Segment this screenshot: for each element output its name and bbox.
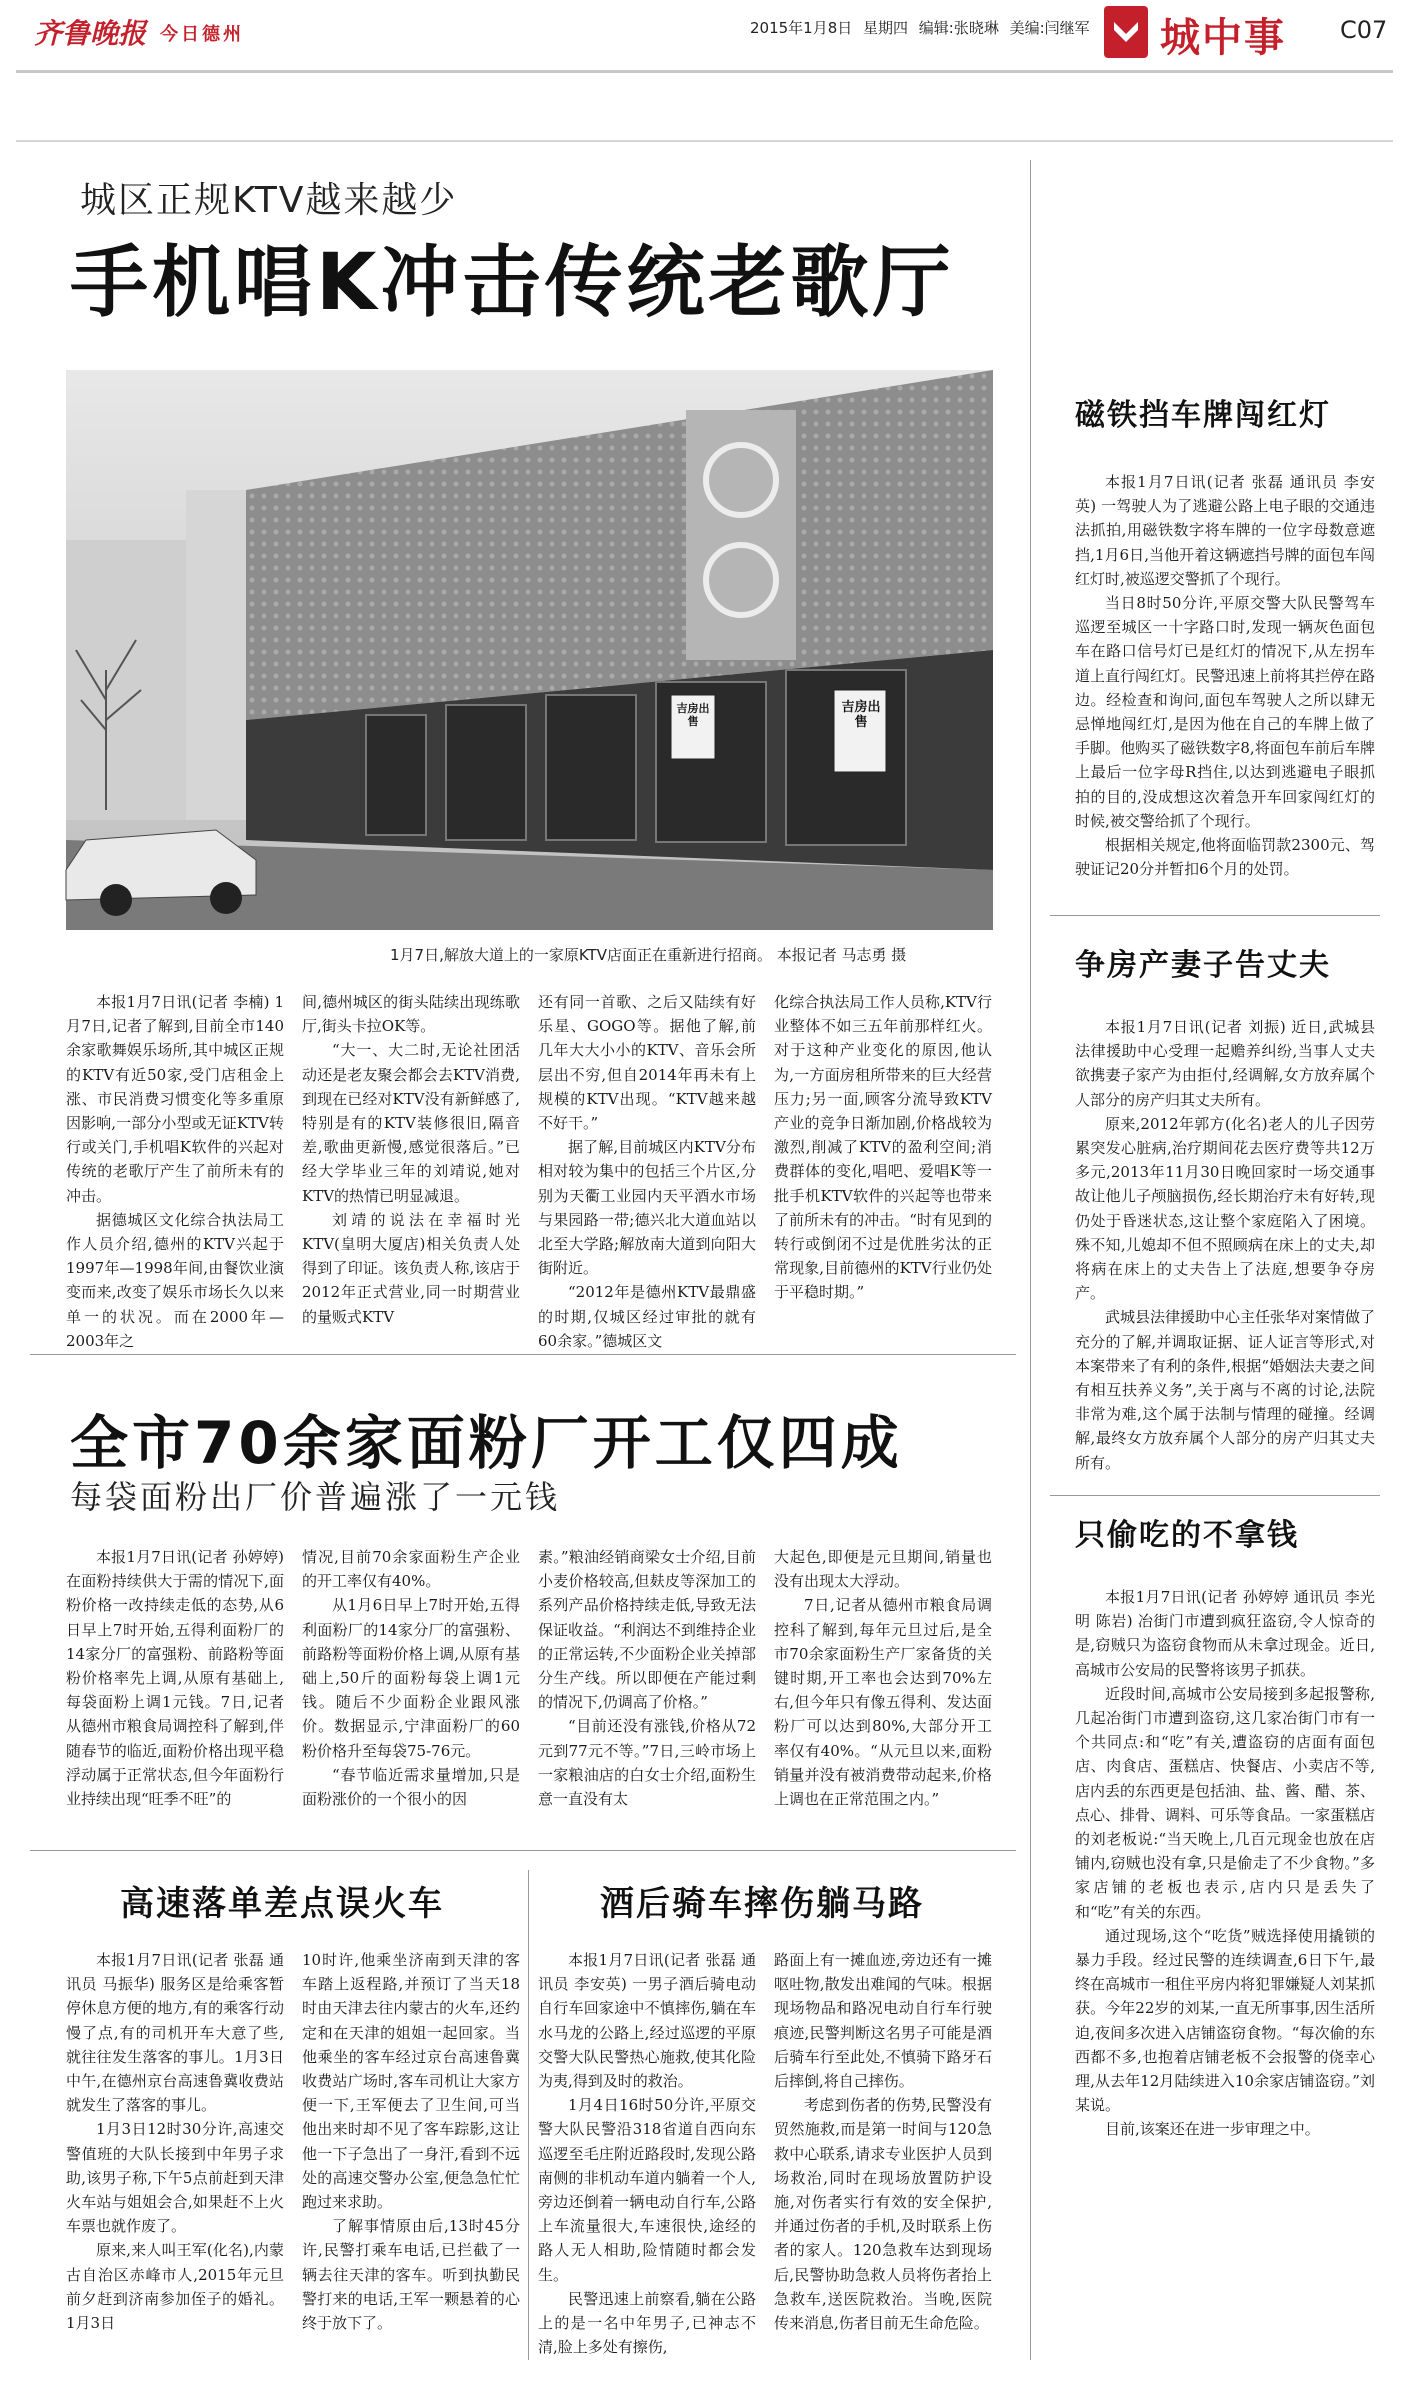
photo-sign-2: 吉房出售 [841, 700, 881, 730]
paragraph: 了解事情原由后,13时45分许,民警打乘车电话,已拦截了一辆去往天津的客车。听到执勤民警打来的电话,王军一颗悬着的心终于放下了。 [302, 2217, 520, 2333]
paragraph: 本报1月7日讯(记者 张磊 通讯员 马振华) 服务区是给乘客暂停休息方便的地方,有的乘客行动慢了点,有的司机开车大意了些,就往往发生落客的事儿。1月3日中午,在德州京台高速鲁冀收费站就发生了落客的事儿。 [66, 1951, 284, 2115]
train-column-1 [66, 1948, 284, 2368]
paragraph: “目前还没有涨钱,价格从72元到77元不等。”7日,三岭市场上一家粮油店的白女士介绍,面粉生意一直没有太 [538, 1717, 756, 1809]
section-rule [30, 1354, 1016, 1355]
paragraph: 据了解,目前城区内KTV分布相对较为集中的包括三个片区,分别为天衢工业园内天平酒水市场与果园路一带;德兴北大道血站以北至大学路;解放南大道到向阳大街附近。 [538, 1138, 756, 1278]
sidebar-rule [1050, 915, 1380, 916]
paragraph: 考虑到伤者的伤势,民警没有贸然施救,而是第一时间与120急救中心联系,请求专业医护人员到场救治,同时在现场放置防护设施,对伤者实行有效的安全保护,并通过伤者的手机,及时联系上伤者的家人。120急救车达到现场后,民警协助急救人员将伤者抬上急救车,送医院救治。当晚,医院传来消息,伤者目前无生命危险。 [774, 2096, 992, 2333]
theft-body [1075, 1585, 1375, 2375]
flour-column-1 [66, 1545, 284, 1835]
page-number: C07 [1340, 16, 1388, 44]
lead-column-1 [66, 990, 284, 1350]
lead-photo [66, 370, 993, 930]
paragraph: 近段时间,高城市公安局接到多起报警称,几起冶街门市遭到盗窃,这几家冶街门市有一个共同点:和“吃”有关,遭盗窃的店面有面包店、肉食店、蛋糕店、快餐店、小卖店不等,店内丢的东西更是包括油、盐、酱、醋、茶、点心、排骨、调料、可乐等食品。一家蛋糕店的刘老板说:“当天晚上,几百元现金也放在店铺内,窃贼也没有拿,只是偷走了不少食物。”多家店铺的老板也表示,店内只是丢失了和“吃”有关的东西。 [1075, 1684, 1376, 1921]
column-title: 城中事 [1160, 15, 1286, 61]
column-divider [528, 1870, 529, 2360]
paragraph: 还有同一首歌、之后又陆续有好乐星、GOGO等。据他了解,前几年大大小小的KTV、音乐会所层出不穷,但自2014年再未有上规模的KTV出现。“KTV越来越不好干。” [538, 993, 756, 1133]
paragraph: 刘靖的说法在幸福时光KTV(皇明大厦店)相关负责人处得到了印证。该负责人称,该店于2012年正式营业,同一时期营业的量贩式KTV [302, 1210, 520, 1326]
paragraph: 通过现场,这个“吃货”贼选择使用撬锁的暴力手段。经过民警的连续调查,6日下午,最终在高城市一租住平房内将犯罪嫌疑人刘某抓获。今年22岁的刘某,一直无所事事,因生活所迫,夜间多次进入店铺盗窃食物。“每次偷的东西都不多,也抱着店铺老板不会报警的侥幸心理,从去年12月陆续进入10余家店铺盗窃。”刘某说。 [1075, 1926, 1376, 2115]
drunk-column-2 [774, 1948, 992, 2368]
paragraph: 本报1月7日讯(记者 刘振) 近日,武城县法律援助中心受理一起赡养纠纷,当事人丈夫欲携妻子家产为由拒付,经调解,女方放弃属个人部分的房产归其丈夫所有。 [1075, 1018, 1375, 1109]
property-body [1075, 1015, 1375, 1485]
paragraph: 化综合执法局工作人员称,KTV行业整体不如三五年前那样红火。对于这种产业变化的原因,他认为,一方面房租所带来的巨大经营压力;另一面,顾客分流导致KTV产业的竞争日渐加剧,价格战较为激烈,削减了KTV的盈利空间;消费群体的变化,唱吧、爱唱K等一批手机KTV软件的兴起等也带来了前所未有的冲击。“时有见到的转行或倒闭不过是优胜劣汰的正常现象,目前德州的KTV行业仍处于平稳时期。” [774, 993, 992, 1302]
paragraph: 从1月6日早上7时开始,五得利面粉厂的14家分厂的富强粉、前路粉等面粉价格上调,从原有基础上,50斤的面粉每袋上调1元钱。随后不少面粉企业跟风涨价。数据显示,宁津面粉厂的60粉价格升至每袋75-76元。 [302, 1596, 520, 1760]
paragraph: 本报1月7日讯(记者 李楠) 1月7日,记者了解到,目前全市140余家歌舞娱乐场所,其中城区正规的KTV有近50家,受门店租金上涨、市民消费习惯变化等多重原因影响,一部分小型或无证KTV转行或关门,手机唱K软件的兴起对传统的老歌厅产生了前所未有的冲击。 [66, 993, 284, 1205]
flour-column-2 [302, 1545, 520, 1835]
paragraph: 7日,记者从德州市粮食局调控科了解到,每年元旦过后,是全市70余家面粉生产厂家备货的关键时期,开工率也会达到70%左右,但今年只有像五得利、发达面粉厂可以达到80%,大部分开工率仅有40%。“从元旦以来,面粉销量并没有被消费带动起来,价格上调也在正常范围之内。” [774, 1596, 992, 1809]
paragraph: 间,德州城区的街头陆续出现练歌厅,街头卡拉OK等。 [302, 993, 520, 1036]
train-title: 高速落单差点误火车 [120, 1884, 444, 1924]
paragraph: 原来,来人叫王军(化名),内蒙古自治区赤峰市人,2015年元旦前夕赶到济南参加侄子的婚礼。1月3日 [66, 2241, 284, 2333]
lead-column-4 [774, 990, 992, 1325]
lead-column-2 [302, 990, 520, 1325]
flour-column-4 [774, 1545, 992, 1835]
drunk-title: 酒后骑车摔伤躺马路 [600, 1884, 924, 1924]
paragraph: 路面上有一摊血迹,旁边还有一摊呕吐物,散发出难闻的气味。根据现场物品和路况电动自行车行驶痕迹,民警判断这名男子可能是酒后骑车行至此处,不慎骑下路牙石后摔倒,将自己摔伤。 [774, 1951, 992, 2091]
paragraph: 原来,2012年郭方(化名)老人的儿子因劳累突发心脏病,治疗期间花去医疗费等共12万多元,2013年11月30日晚回家时一场交通事故让他儿子颅脑损伤,经长期治疗未有好转,现仍处于昏迷状态,这让整个家庭陷入了困境。殊不知,儿媳却不但不照顾病在床上的丈夫,却将病在床上的丈夫告上了法庭,想要争夺房产。 [1075, 1114, 1375, 1303]
drunk-column-1 [538, 1948, 756, 2368]
street-photo-illustration [66, 370, 993, 930]
train-column-2 [302, 1948, 520, 2368]
paragraph: 10时许,他乘坐济南到天津的客车踏上返程路,并预订了当天18时由天津去往内蒙古的火车,还约定和在天津的姐姐一起回家。当他乘坐的客车经过京台高速鲁冀收费站广场时,客车司机让大家方便一下,王军便去了卫生间,可当他出来时却不见了客车踪影,这让他一下子急出了一身汗,看到不远处的高速交警办公室,便急急忙忙跑过来求助。 [302, 1951, 520, 2212]
paragraph: “春节临近需求量增加,只是面粉涨价的一个很小的因 [302, 1765, 520, 1809]
paragraph: 本报1月7日讯(记者 张磊 通讯员 李安英) 一驾驶人为了逃避公路上电子眼的交通违法抓拍,用磁铁数字将车牌的一位字母数意遮挡,1月6日,当他开着这辆遮挡号牌的面包车闯红灯时,被巡逻交警抓了个现行。 [1075, 473, 1375, 588]
paragraph: 本报1月7日讯(记者 张磊 通讯员 李安英) 一男子酒后骑电动自行车回家途中不慎摔伤,躺在车水马龙的公路上,经过巡逻的平原交警大队民警热心施救,使其化险为夷,得到及时的救治。 [538, 1951, 756, 2091]
lead-column-3 [538, 990, 756, 1350]
paragraph: 目前,该案还在进一步审理之中。 [1105, 2120, 1320, 2139]
newspaper-logo: 齐鲁晚报 [34, 17, 147, 50]
paragraph: 民警迅速上前察看,躺在公路上的是一名中年男子,已神志不清,脸上多处有擦伤, [538, 2289, 756, 2357]
paragraph: 情况,目前70余家面粉生产企业的开工率仅有40%。 [302, 1548, 520, 1591]
paragraph: “大一、大二时,无论社团活动还是老友聚会都会去KTV消费,到现在已经对KTV没有新鲜感了,特别是有的KTV装修很旧,隔音差,歌曲更新慢,感觉很落后。”已经大学毕业三年的刘靖说,她对KTV的热情已明显减退。 [302, 1041, 520, 1205]
paragraph: 大起色,即便是元旦期间,销量也没有出现太大浮动。 [774, 1548, 992, 1591]
paragraph: “2012年是德州KTV最鼎盛的时期,仅城区经过审批的就有60余家。”德城区文 [538, 1283, 756, 1350]
sidebar-divider [1030, 160, 1031, 2360]
column-badge-icon [1104, 6, 1148, 58]
property-title: 争房产妻子告丈夫 [1075, 948, 1331, 983]
lead-subtitle: 城区正规KTV越来越少 [80, 180, 458, 221]
paragraph: 当日8时50分许,平原交警大队民警驾车巡逻至城区一十字路口时,发现一辆灰色面包车在路口信号灯已是红灯的情况下,从左拐车道上直行闯红灯。民警迅速上前将其拦停在路边。经检查和询问,面包车驾驶人之所以肆无忌惮地闯红灯,是因为他在自己的车牌上做了手脚。他购买了磁铁数字8,将面包车前后车牌上最后一位字母R挡住,以达到逃避电子眼抓拍的目的,没成想这次着急开车回家闯红灯的时候,被交警给抓了个现行。 [1075, 594, 1376, 830]
flour-column-3 [538, 1545, 756, 1835]
paragraph: 根据相关规定,他将面临罚款2300元、驾驶证记20分并暂扣6个月的处罚。 [1075, 836, 1375, 879]
paragraph: 本报1月7日讯(记者 孙婷婷 通讯员 李光明 陈岩) 冶街门市遭到疯狂盗窃,令人惊奇的是,窃贼只为盗窃食物而从未拿过现金。近日,高城市公安局的民警将该男子抓获。 [1075, 1588, 1375, 1679]
magnet-body [1075, 470, 1375, 900]
arrow-badge-icon [1110, 16, 1142, 48]
flour-title: 全市70余家面粉厂开工仅四成 [70, 1409, 903, 1477]
section-name: 今日德州 [160, 24, 244, 45]
paragraph: 1月4日16时50分许,平原交警大队民警沿318省道自西向东巡逻至毛庄附近路段时,发现公路南侧的非机动车道内躺着一个人,旁边还倒着一辆电动自行车,公路上车流量很大,车速很快,途经的路人无人相助,险情随时都会发生。 [538, 2096, 756, 2284]
photo-sign-1: 吉房出售 [676, 702, 710, 728]
theft-title: 只偷吃的不拿钱 [1075, 1518, 1299, 1553]
flour-subtitle: 每袋面粉出厂价普遍涨了一元钱 [70, 1478, 561, 1516]
paragraph: 据德城区文化综合执法局工作人员介绍,德州的KTV兴起于1997年—1998年间,由餐饮业演变而来,改变了娱乐市场长久以来单一的状况。而在2000年—2003年之 [66, 1210, 284, 1350]
photo-caption: 1月7日,解放大道上的一家原KTV店面正在重新进行招商。 本报记者 马志勇 摄 [390, 946, 907, 964]
date-line: 2015年1月8日 星期四 编辑:张晓琳 美编:闫继军 [750, 19, 1090, 37]
paragraph: 本报1月7日讯(记者 孙婷婷) 在面粉持续供大于需的情况下,面粉价格一改持续走低的态势,从6日早上7时开始,五得利面粉厂的14家分厂的富强粉、前路粉等面粉价格率先上调,从原有基础上,每袋面粉上调1元钱。7日,记者从德州市粮食局调控科了解到,伴随春节的临近,面粉价格出现平稳浮动属于正常状态,但今年面粉行业持续出现“旺季不旺”的 [66, 1548, 284, 1809]
sidebar-rule [1050, 1495, 1380, 1496]
masthead-rule [16, 70, 1393, 73]
masthead-rule-2 [16, 140, 1393, 142]
magnet-title: 磁铁挡车牌闯红灯 [1075, 398, 1331, 433]
paragraph: 1月3日12时30分许,高速交警值班的大队长接到中年男子求助,该男子称,下午5点前赶到天津火车站与姐姐会合,如果赶不上火车票也就作废了。 [66, 2120, 284, 2236]
paragraph: 武城县法律援助中心主任张华对案情做了充分的了解,并调取证据、证人证言等形式,对本案带来了有利的条件,根据“婚姻法夫妻之间有相互扶养义务”,关于离与不离的讨论,法院非常为难,这个属于法制与情理的碰撞。经调解,最终女方放弃属个人部分的房产归其丈夫所有。 [1075, 1308, 1376, 1472]
paragraph: 素。”粮油经销商梁女士介绍,目前小麦价格较高,但麸皮等深加工的系列产品价格持续走低,导致无法保证收益。“利润达不到维持企业的正常运转,不少面粉企业关掉部分生产线。所以即便在产能过剩的情况下,仍调高了价格。” [538, 1548, 756, 1712]
section-rule [30, 1850, 1016, 1851]
lead-title: 手机唱K冲击传统老歌厅 [70, 238, 955, 328]
